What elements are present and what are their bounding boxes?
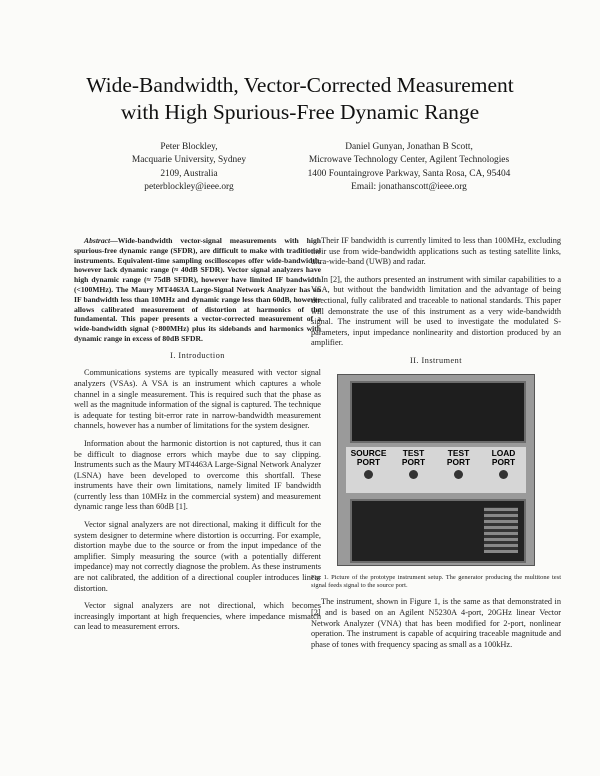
title-line-2: with High Spurious-Free Dynamic Range bbox=[120, 100, 480, 124]
body-paragraph: The instrument, shown in Figure 1, is the same as that demonstrated in [2] and is based on an Agilent N5230A 4-port, 20GHz linear Vector Network Analyzer (VNA) that has been modified for 2-port, nonlinear operation. The instrument is capable of acquiring traceable magnitude and phase of tones with frequency spacing as small as a 100kHz. bbox=[311, 597, 561, 649]
title-line-1: Wide-Bandwidth, Vector-Corrected Measurement bbox=[86, 73, 514, 97]
section-heading-introduction: I. Introduction bbox=[170, 350, 225, 360]
body-paragraph: In [2], the authors presented an instrument with similar capabilities to a VSA, but without the bandwidth limitation and the advantage of being directional, fully calibrated and traceable to national standards. This paper will demonstrate the use of this instrument as a very wide-bandwidth signal. The instrument will be used to investigate the modulated S-parameters, input impedance nonlinearity and distortion produced by an amplifier. bbox=[311, 274, 561, 348]
abstract bbox=[74, 236, 321, 344]
port-label-load: LOAD PORT bbox=[481, 447, 526, 480]
instrument-photo bbox=[337, 374, 535, 566]
body-paragraph: Information about the harmonic distortion is not captured, thus it can be difficult to diagnose errors which maybe due to say clipping. Instruments such as the Maury MT4463A Large-Signal Network Analyzer (LSNA) have been developed to overcome this shortfall. These instruments have their own limitations, namely limited IF bandwidth (currently less than 10MHz in the commercial system) and measurement dynamic range less than 60dB [1]. bbox=[74, 438, 321, 512]
analyzer-screen-top bbox=[350, 381, 526, 443]
abstract-lead: Abstract bbox=[84, 236, 111, 245]
right-column bbox=[311, 236, 561, 657]
author-email: peterblockley@ieee.org bbox=[144, 182, 234, 193]
section-heading-instrument: II. Instrument bbox=[409, 355, 463, 365]
author-block-1 bbox=[94, 141, 284, 195]
author-name: Daniel Gunyan, Jonathan B Scott, bbox=[345, 142, 473, 152]
body-paragraph: Vector signal analyzers are not directional, which becomes increasingly important at high frequencies, where impedance mismatch can lead to measurement errors. bbox=[74, 601, 321, 632]
figure-caption: Fig. 1. Picture of the prototype instrument setup. The generator producing the multitone test signal feeds signal to the source port. bbox=[311, 573, 561, 589]
author-affiliation: Microwave Technology Center, Agilent Technologies bbox=[308, 155, 510, 166]
left-column bbox=[74, 236, 321, 640]
connector-icon bbox=[409, 470, 418, 479]
author-address: 2109, Australia bbox=[160, 168, 218, 179]
author-name: Peter Blockley, bbox=[160, 142, 218, 152]
port-label-test-2: TEST PORT bbox=[436, 447, 481, 480]
author-affiliation: Macquarie University, Sydney bbox=[131, 155, 247, 166]
analyzer-screen-bottom bbox=[350, 499, 526, 563]
connector-icon bbox=[364, 470, 373, 479]
port-panel bbox=[346, 447, 526, 493]
port-label-source: SOURCE PORT bbox=[346, 447, 391, 480]
port-label-test-1: TEST PORT bbox=[391, 447, 436, 480]
author-email: Email: jonathanscott@ieee.org bbox=[351, 182, 467, 193]
body-paragraph: Communications systems are typically measured with vector signal analyzers (VSAs). A VSA is an instrument which captures a whole channel in a single measurement. This is required such that the phase as well as the magnitude information of the signal is captured. The technique is adequate for testing bit-error rate in narrow-bandwidth measurement channels, however has a number of limitations for the system designer. bbox=[74, 368, 321, 431]
connector-icon bbox=[454, 470, 463, 479]
connector-icon bbox=[499, 470, 508, 479]
author-block-2 bbox=[278, 141, 540, 195]
abstract-text: —Wide-bandwidth vector-signal measurements with high spurious-free dynamic range (SFDR), are difficult to make with traditional instruments. Equivalent-time sampling oscilloscopes offer wide-bandwidth, however lack dynamic range (≈ 40dB SFDR). Vector signal analyzers have high dynamic range (≈ 75dB SFDR), however have limited IF bandwidth (<100MHz). The Maury MT4463A Large-Signal Network Analyzer has an IF bandwidth less than 10MHz and dynamic range less than 60dB, however allows calibrated measurement of distortion at harmonics of the fundamental. This paper presents a vector-corrected measurement of a wide-bandwidth signal (>800MHz) plus its sidebands and harmonics with dynamic range in excess of 80dB SFDR. bbox=[74, 236, 321, 343]
body-paragraph: Their IF bandwidth is currently limited to less than 100MHz, excluding their use from wide-bandwidth applications such as testing satellite links, ultra-wide-band (UWB) and radar. bbox=[311, 236, 561, 267]
body-paragraph: Vector signal analyzers are not directional, making it difficult for the system designer to determine where distortion is occurring. For example, distortion maybe due to the source or from the input impedance of the amplifier. Simply measuring the source (with a potentially different impedance) may not correctly diagnose the problem. As these instruments are not calibrated, the addition of a directional coupler introduces linear distortion. bbox=[74, 520, 321, 593]
author-address: 1400 Fountaingrove Parkway, Santa Rosa, CA, 95404 bbox=[307, 168, 511, 179]
paper-title bbox=[40, 72, 560, 126]
